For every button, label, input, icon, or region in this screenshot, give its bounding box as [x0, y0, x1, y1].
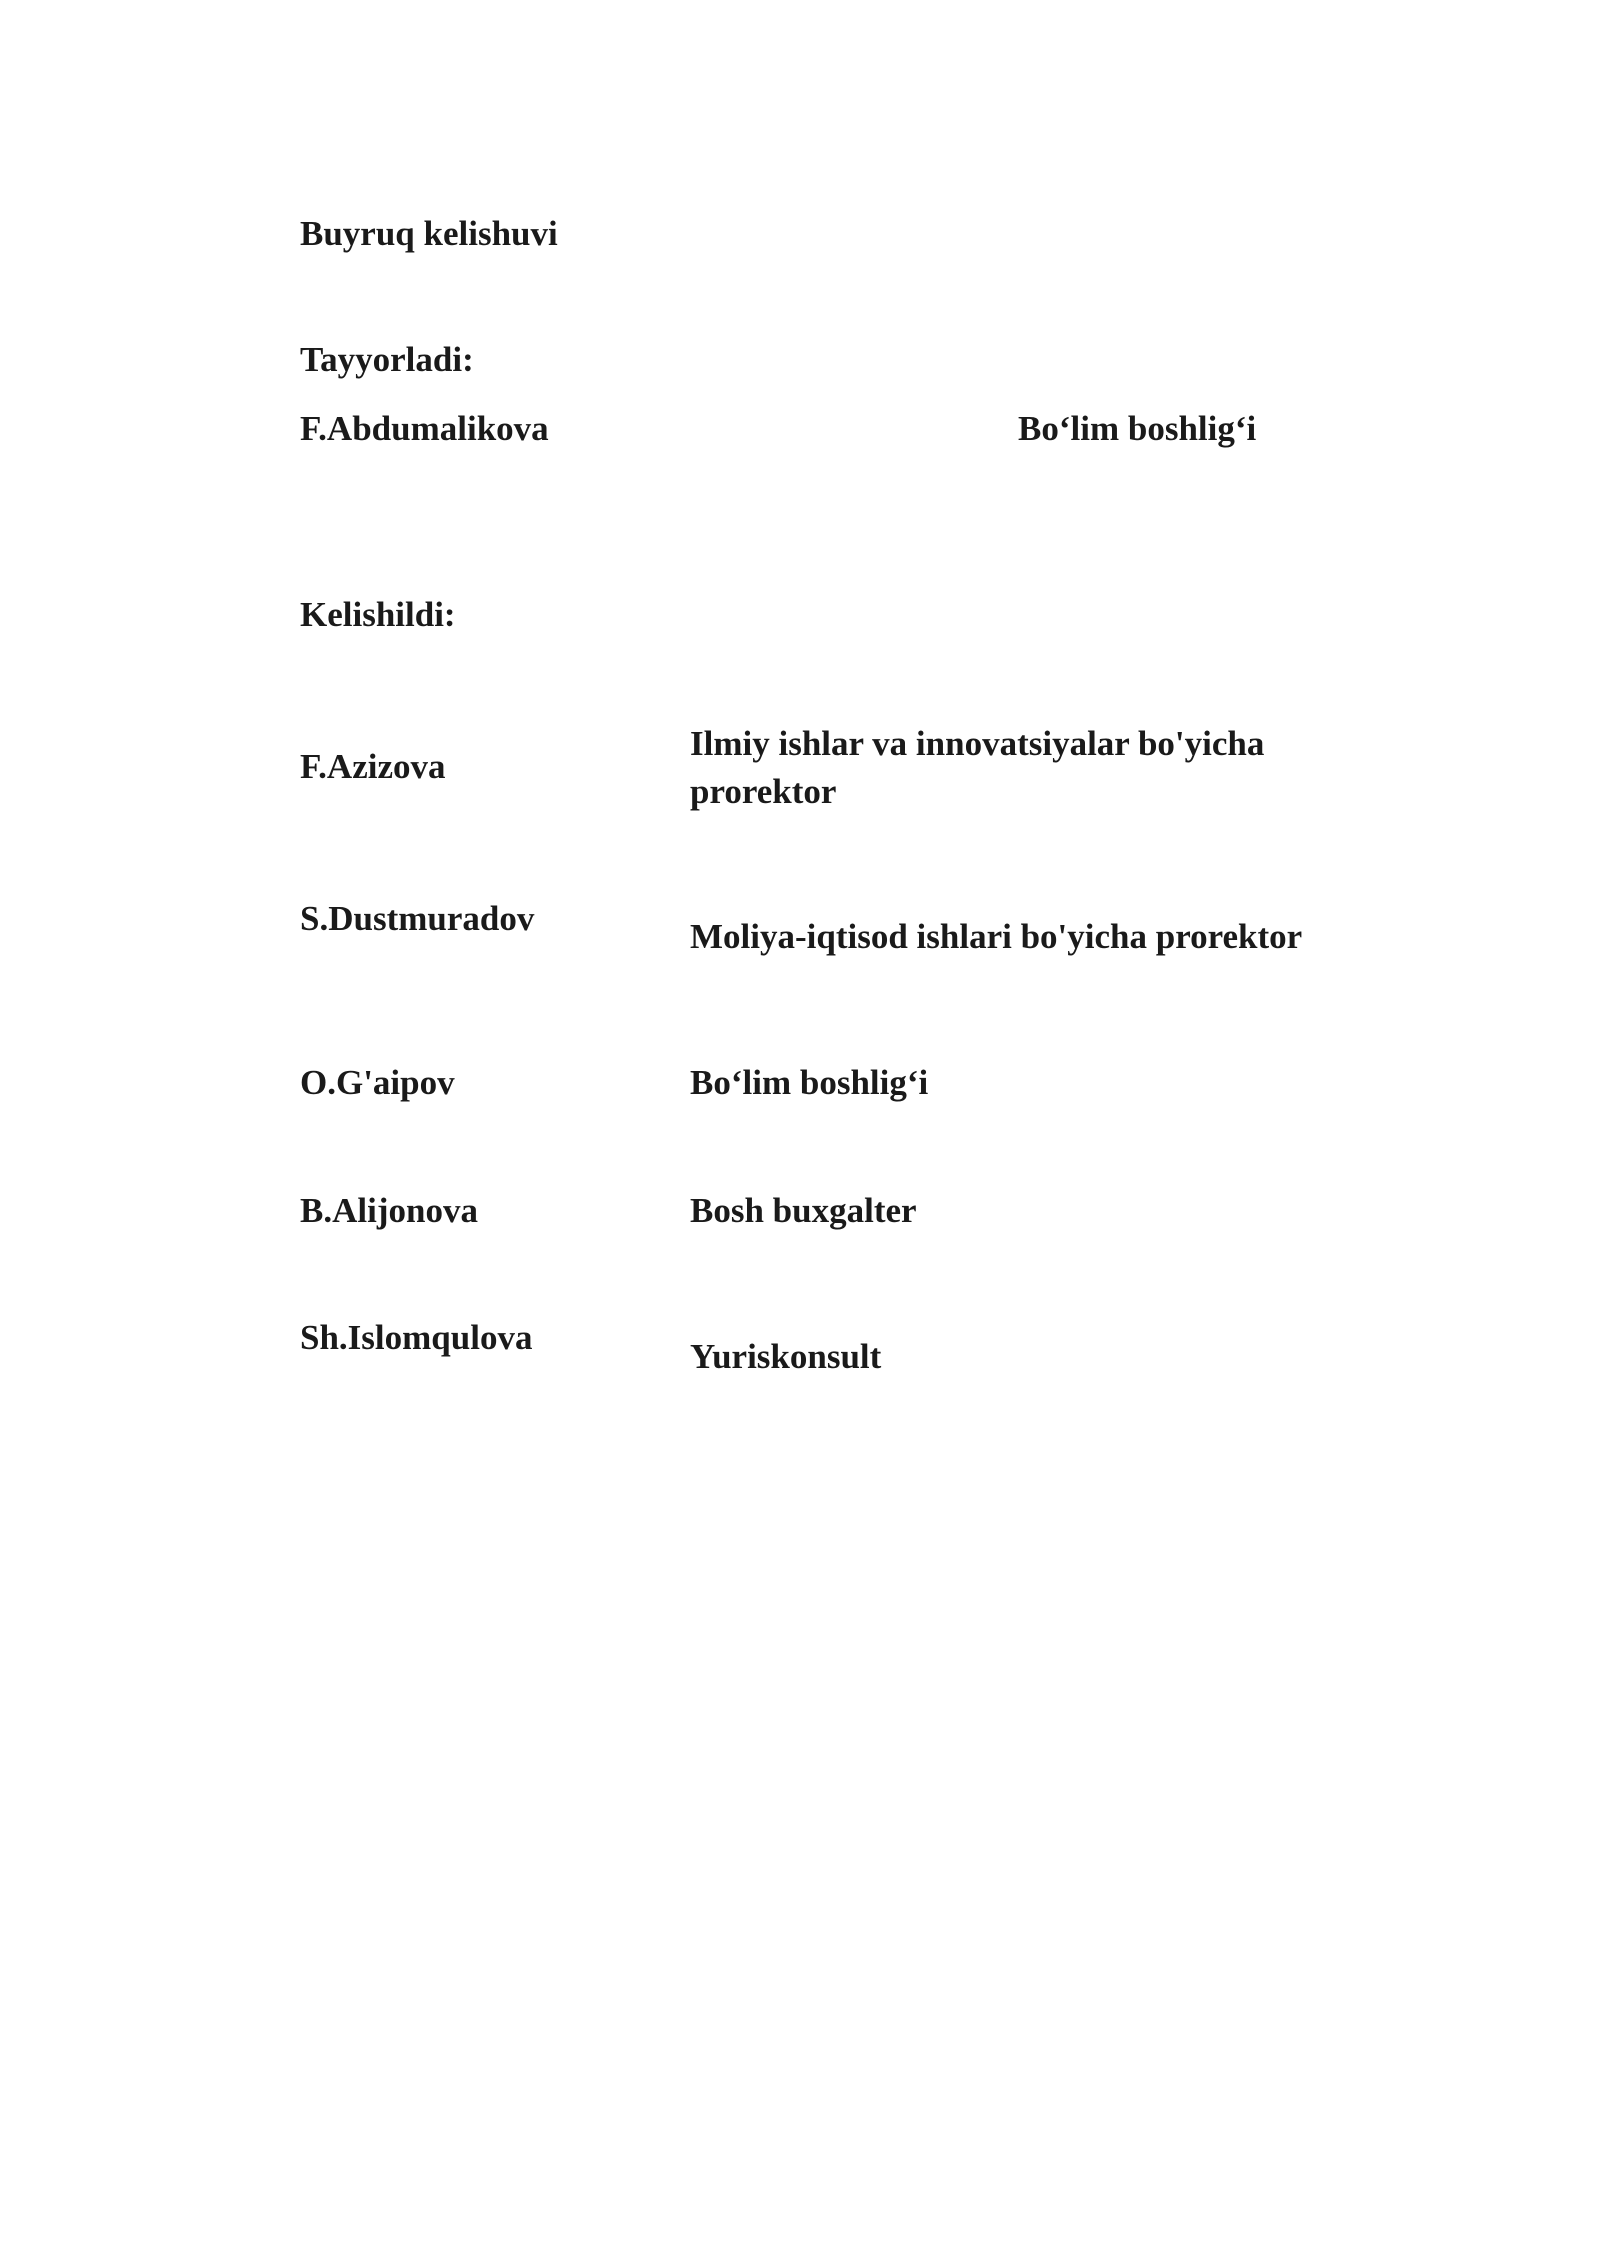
- signatory-position: Yuriskonsult: [690, 1337, 882, 1376]
- signatory-position: Bo‘lim boshlig‘i: [690, 1063, 929, 1102]
- document-title: Buyruq kelishuvi: [300, 214, 558, 253]
- prepared-name: F.Abdumalikova: [300, 409, 549, 448]
- prepared-position: Bo‘lim boshlig‘i: [1018, 409, 1257, 448]
- signatory-name: Sh.Islomqulova: [300, 1318, 533, 1357]
- signatory-name: F.Azizova: [300, 747, 446, 786]
- signatory-name: B.Alijonova: [300, 1191, 478, 1230]
- signatory-name: O.G'aipov: [300, 1063, 455, 1102]
- signatory-name: S.Dustmuradov: [300, 899, 535, 938]
- signatory-position: Moliya-iqtisod ishlari bo'yicha prorektor: [690, 917, 1303, 956]
- signatory-position: Bosh buxgalter: [690, 1191, 917, 1230]
- signatory-position: Ilmiy ishlar va innovatsiyalar bo'yicha prorektor: [690, 724, 1265, 811]
- prepared-label: Tayyorladi:: [300, 340, 474, 379]
- agreed-label: Kelishildi:: [300, 595, 456, 634]
